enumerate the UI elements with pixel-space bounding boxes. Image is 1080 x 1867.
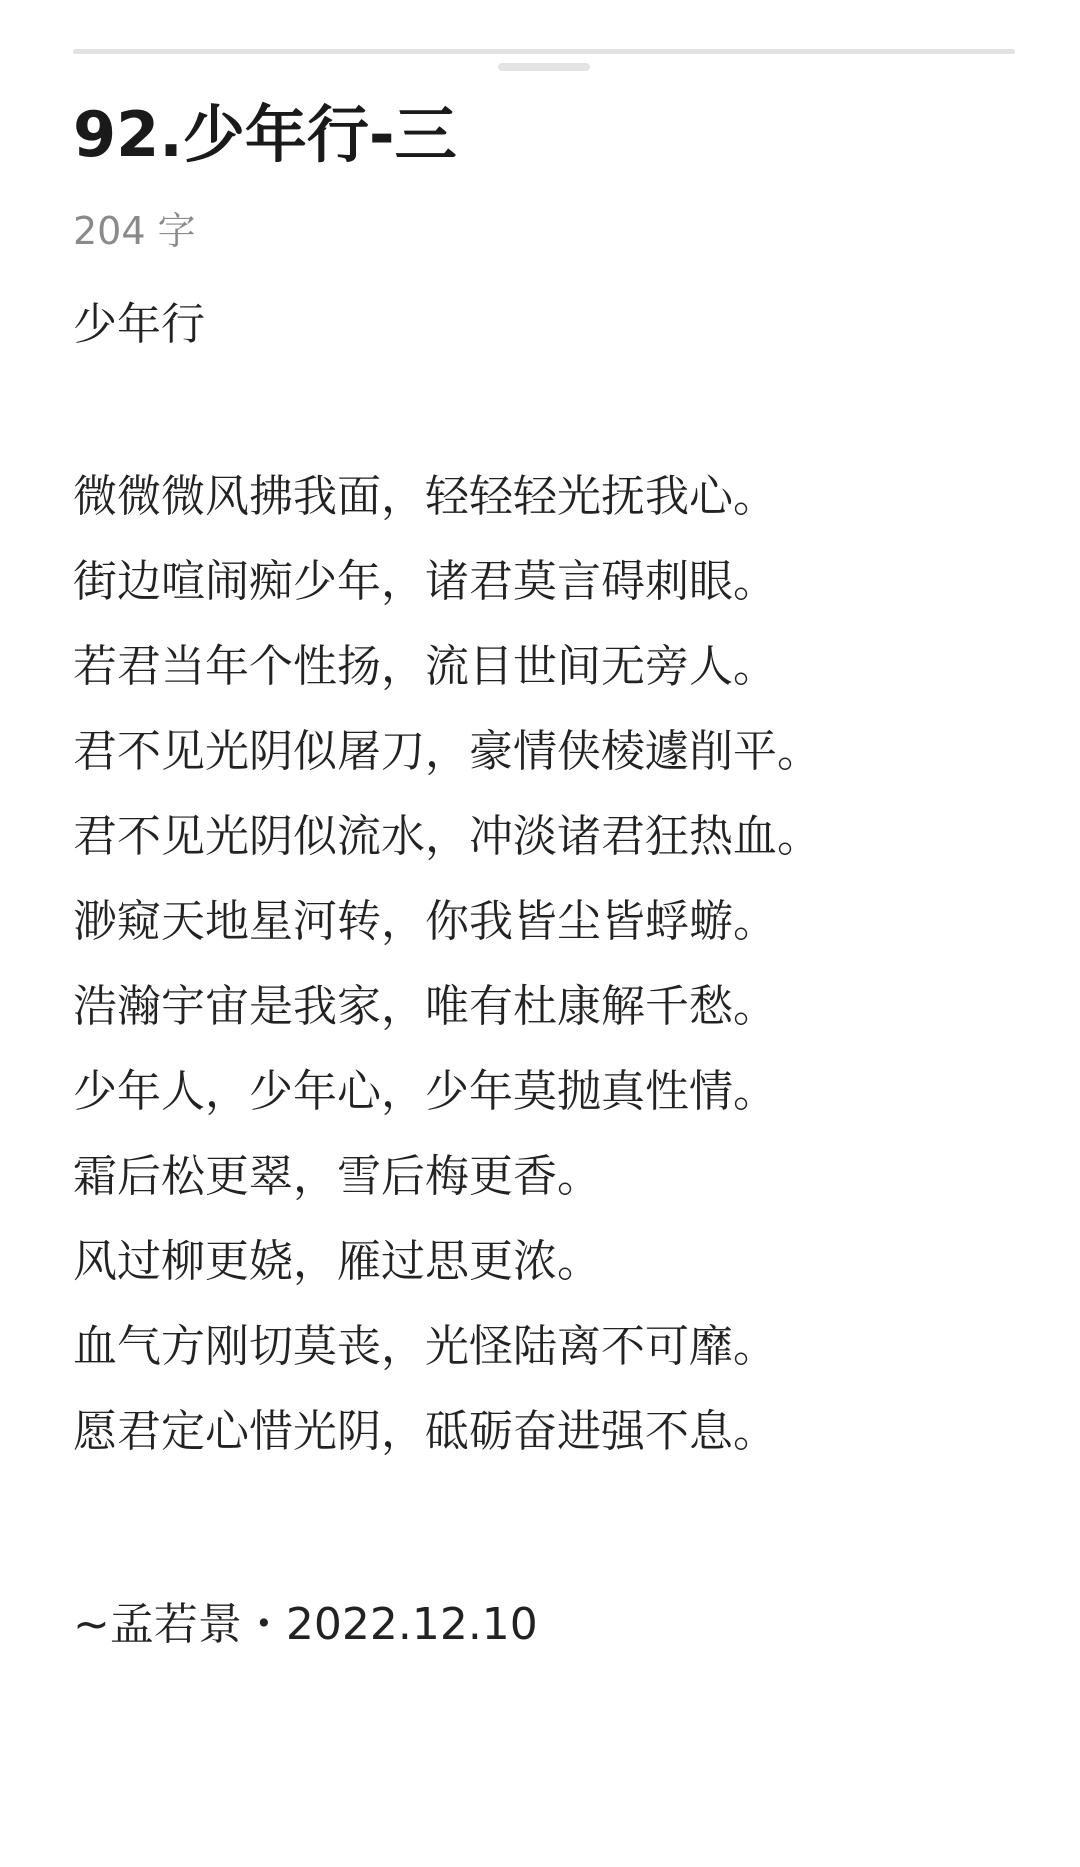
poem-line: 君不见光阴似屠刀，豪情侠棱遽削平。 <box>73 726 821 777</box>
drag-handle[interactable] <box>498 63 590 71</box>
poem-line: 霜后松更翠，雪后梅更香。 <box>73 1151 601 1202</box>
poem-line: 若君当年个性扬，流目世间无旁人。 <box>73 641 777 692</box>
article-title: 92.少年行-三 <box>73 98 457 171</box>
poem-line: 少年人，少年心，少年莫抛真性情。 <box>73 1066 777 1117</box>
poem-line: 微微微风拂我面，轻轻轻光抚我心。 <box>73 471 777 522</box>
poem-body <box>73 467 821 1487</box>
poem-line: 渺窥天地星河转，你我皆尘皆蜉蝣。 <box>73 896 777 947</box>
poem-line: 血气方刚切莫丧，光怪陆离不可靡。 <box>73 1321 777 1372</box>
poem-line: 街边喧闹痴少年，诸君莫言碍刺眼。 <box>73 556 777 607</box>
word-count: 204 字 <box>73 209 196 253</box>
top-divider <box>73 49 1015 54</box>
poem-line: 君不见光阴似流水，冲淡诸君狂热血。 <box>73 811 821 862</box>
poem-line: 风过柳更娆，雁过思更浓。 <box>73 1236 601 1287</box>
poem-line: 浩瀚宇宙是我家，唯有杜康解千愁。 <box>73 981 777 1032</box>
poem-heading: 少年行 <box>73 299 205 350</box>
poem-line: 愿君定心惜光阴，砥砺奋进强不息。 <box>73 1406 777 1457</box>
author-signature: ~孟若景・2022.12.10 <box>73 1599 538 1650</box>
